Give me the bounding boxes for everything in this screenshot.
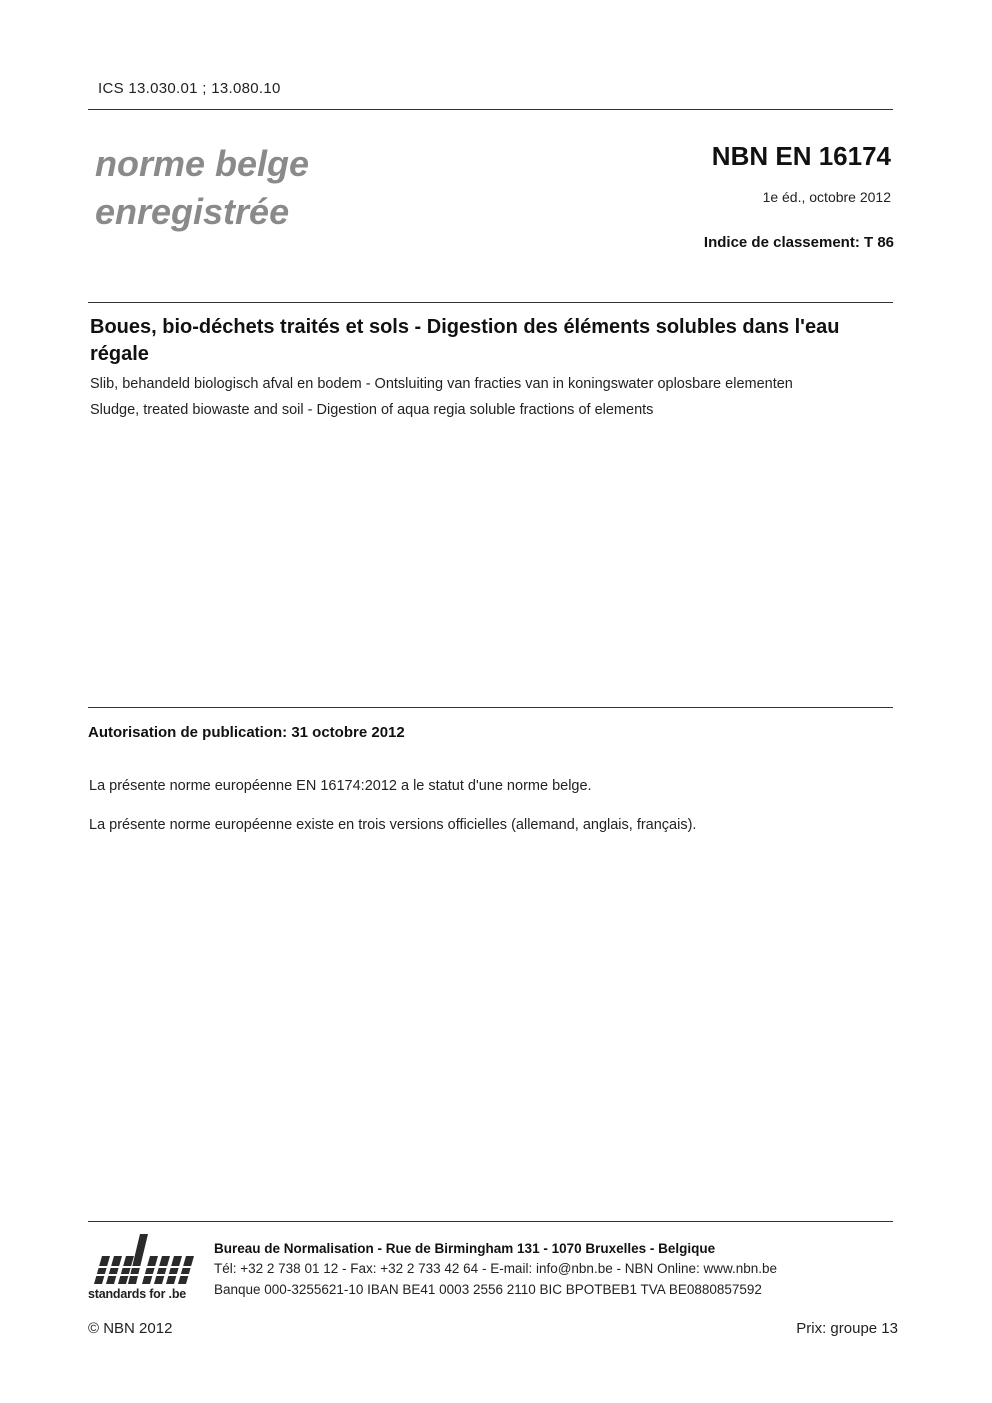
address-line: Bureau de Normalisation - Rue de Birmingham 131 - 1070 Bruxelles - Belgique (214, 1241, 716, 1256)
ics-code: ICS 13.030.01 ; 13.080.10 (98, 80, 281, 97)
title-dutch: Slib, behandeld biologisch afval en bodem - Ontsluiting van fracties van in koningswater oplosbare elementen (90, 376, 793, 392)
standard-number: NBN EN 16174 (711, 141, 891, 171)
title-english: Sludge, treated biowaste and soil - Digestion of aqua regia soluble fractions of elements (90, 402, 654, 418)
footer-divider (88, 1221, 893, 1222)
publication-authorisation: Autorisation de publication: 31 octobre 2012 (88, 724, 405, 741)
price-group: Prix: groupe 13 (796, 1320, 898, 1337)
brand-line-2: enregistrée (95, 191, 290, 232)
brand-title (95, 140, 309, 236)
edition-date: 1e éd., octobre 2012 (762, 189, 891, 205)
publication-divider (88, 707, 893, 708)
copyright: © NBN 2012 (88, 1320, 173, 1337)
brand-line-1: norme belge (95, 143, 310, 184)
bank-line: Banque 000-3255621-10 IBAN BE41 0003 2556 2110 BIC BPOTBEB1 TVA BE0880857592 (214, 1282, 762, 1297)
nbn-logo-icon (88, 1226, 200, 1288)
versions-paragraph: La présente norme européenne existe en trois versions officielles (allemand, anglais, français). (89, 817, 697, 833)
logo-tagline: standards for .be (88, 1287, 187, 1301)
title-divider (88, 302, 893, 303)
header-divider (88, 109, 893, 110)
status-paragraph: La présente norme européenne EN 16174:2012 a le statut d'une norme belge. (89, 778, 592, 794)
title-french: Boues, bio-déchets traités et sols - Digestion des éléments solubles dans l'eau régale (90, 316, 840, 365)
classification-index: Indice de classement: T 86 (703, 234, 894, 251)
contact-line: Tél: +32 2 738 01 12 - Fax: +32 2 733 42 64 - E-mail: info@nbn.be - NBN Online: www.nbn.be (214, 1261, 778, 1276)
